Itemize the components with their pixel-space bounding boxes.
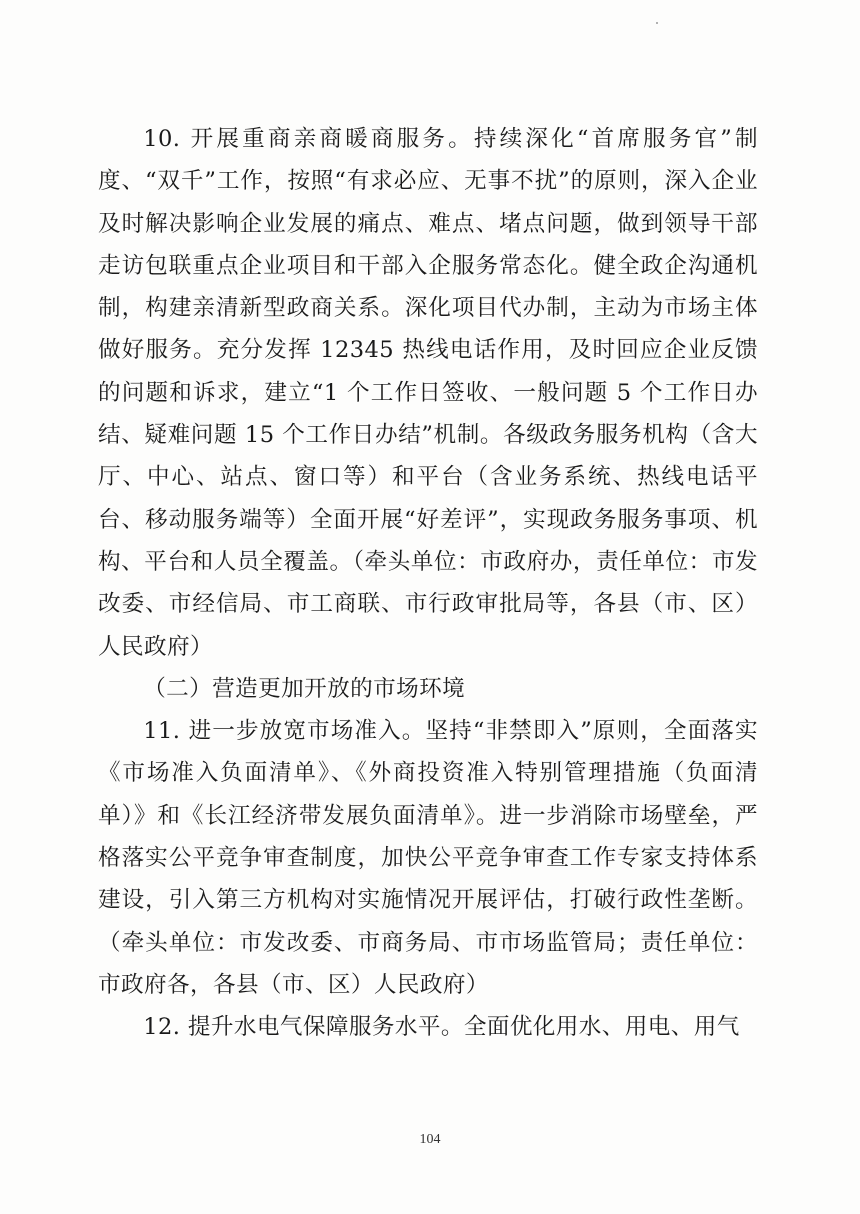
scan-speck	[656, 22, 658, 24]
paragraph-item-11: 11. 进一步放宽市场准入。坚持“非禁即入”原则，全面落实《市场准入负面清单》、《外商投资准入特别管理措施（负面清单）》和《长江经济带发展负面清单》。进一步消除市场壁垒，严格落实公平竞争审查制度，加快公平竞争审查工作专家支持体系建设，引入第三方机构对实施情况开展评估，打破行政性垄断。（牵头单位：市发改委、市商务局、市市场监管局；责任单位：市政府各，各县（市、区）人民政府）	[98, 718, 758, 998]
paragraph-item-12: 12. 提升水电气保障服务水平。全面优化用水、用电、用气	[143, 1014, 740, 1041]
page-number: 104	[419, 1132, 441, 1147]
section-heading-market-environment: （二）营造更加开放的市场环境	[143, 675, 466, 702]
document-body	[98, 118, 758, 1049]
paragraph-item-10: 10. 开展重商亲商暖商服务。持续深化“首席服务官”制度、“双千”工作，按照“有求必应、无事不扰”的原则，深入企业及时解决影响企业发展的痛点、难点、堵点问题，做到领导干部走访包联重点企业项目和干部入企服务常态化。健全政企沟通机制，构建亲清新型政商关系。深化项目代办制，主动为市场主体做好服务。充分发挥 12345 热线电话作用，及时回应企业反馈的问题和诉求，建立“1 个工作日签收、一般问题 5 个工作日办结、疑难问题 15 个工作日办结”机制。各级政务服务机构（含大厅、中心、站点、窗口等）和平台（含业务系统、热线电话平台、移动服务端等）全面开展“好差评”，实现政务服务事项、机构、平台和人员全覆盖。（牵头单位：市政府办，责任单位：市发改委、市经信局、市工商联、市行政审批局等，各县（市、区）人民政府）	[98, 126, 758, 660]
